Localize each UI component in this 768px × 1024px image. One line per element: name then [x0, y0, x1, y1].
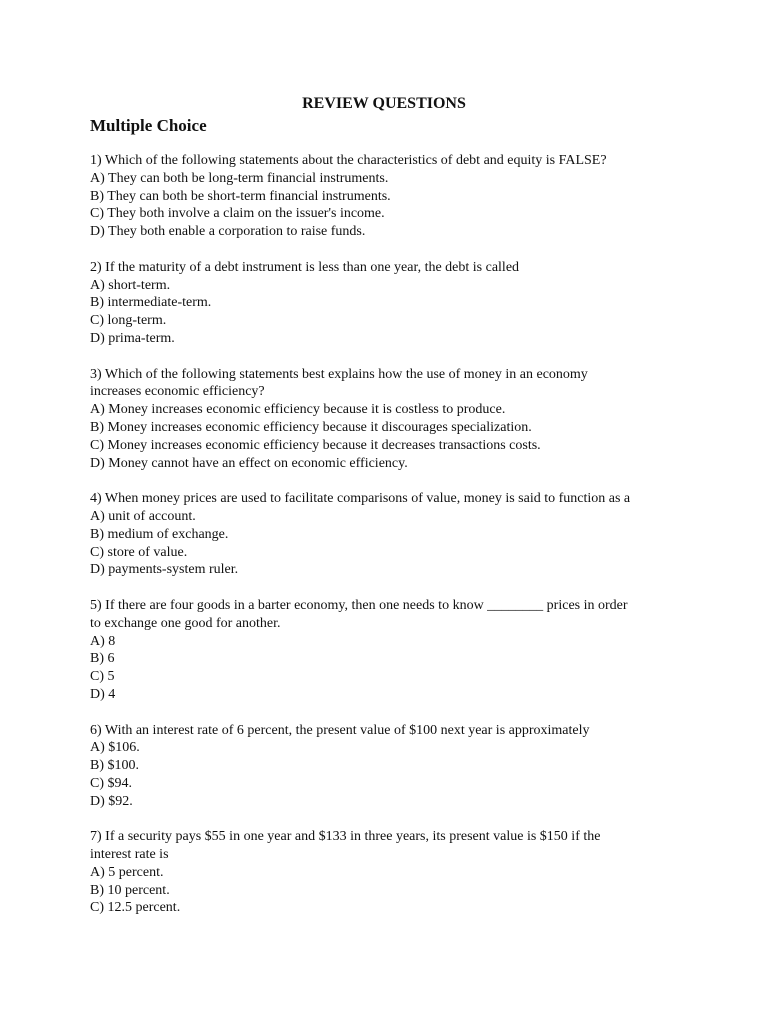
question-stem: 1) Which of the following statements about the characteristics of debt and equity is FALSE?: [90, 153, 607, 168]
answer-option-a: A) 8: [90, 633, 116, 649]
answer-option-c: C) Money increases economic efficiency because it decreases transactions costs.: [90, 437, 541, 453]
question-stem: 6) With an interest rate of 6 percent, the present value of $100 next year is approximately: [90, 722, 590, 738]
question-list: [90, 152, 690, 935]
question-stem-line-2: interest rate is: [90, 847, 169, 863]
question-stem: 4) When money prices are used to facilitate comparisons of value, money is said to function as a: [90, 491, 631, 507]
question-stem-line-1: 3) Which of the following statements best explains how the use of money in an economy: [90, 366, 588, 382]
question-4: [90, 490, 690, 579]
answer-option-b: B) $100.: [90, 758, 139, 774]
answer-option-c: C) $94.: [90, 775, 132, 791]
answer-option-d: D) They both enable a corporation to raise funds.: [90, 224, 366, 240]
question-2: [90, 259, 690, 348]
question-stem-line-2: to exchange one good for another.: [90, 615, 281, 631]
answer-option-b: B) intermediate-term.: [90, 295, 212, 311]
answer-option-d: D) payments-system ruler.: [90, 562, 239, 578]
answer-option-c: C) store of value.: [90, 544, 188, 560]
answer-option-d: D) prima-term.: [90, 330, 175, 346]
answer-option-b: B) 6: [90, 651, 115, 667]
answer-option-a: A) 5 percent.: [90, 864, 164, 880]
answer-option-a: A) They can both be long-term financial instruments.: [90, 170, 389, 186]
answer-option-a: A) $106.: [90, 740, 140, 756]
question-6: [90, 722, 690, 811]
answer-option-b: B) They can both be short-term financial instruments.: [90, 188, 391, 204]
question-3: [90, 366, 690, 473]
answer-option-c: C) long-term.: [90, 313, 167, 329]
answer-option-a: A) short-term.: [90, 277, 171, 293]
answer-option-d: D) $92.: [90, 793, 133, 809]
question-stem-line-2: increases economic efficiency?: [90, 384, 265, 400]
answer-option-b: B) Money increases economic efficiency because it discourages specialization.: [90, 419, 532, 435]
question-stem-line-1: 5) If there are four goods in a barter economy, then one needs to know ________ prices in order: [90, 597, 628, 613]
question-5: [90, 597, 690, 704]
answer-option-b: B) medium of exchange.: [90, 526, 229, 542]
question-7: [90, 828, 690, 917]
question-1: [90, 152, 690, 241]
answer-option-a: A) unit of account.: [90, 508, 196, 524]
section-title: Multiple Choice: [90, 116, 207, 135]
page-title: REVIEW QUESTIONS: [302, 95, 466, 112]
answer-option-b: B) 10 percent.: [90, 882, 170, 898]
question-stem: 2) If the maturity of a debt instrument is less than one year, the debt is called: [90, 259, 520, 275]
question-stem-line-1: 7) If a security pays $55 in one year and $133 in three years, its present value is $150 if the: [90, 829, 601, 845]
answer-option-c: C) They both involve a claim on the issuer's income.: [90, 206, 385, 222]
answer-option-d: D) Money cannot have an effect on economic efficiency.: [90, 455, 408, 471]
answer-option-c: C) 5: [90, 669, 115, 685]
answer-option-c: C) 12.5 percent.: [90, 900, 181, 916]
answer-option-d: D) 4: [90, 686, 116, 702]
answer-option-a: A) Money increases economic efficiency because it is costless to produce.: [90, 402, 506, 418]
